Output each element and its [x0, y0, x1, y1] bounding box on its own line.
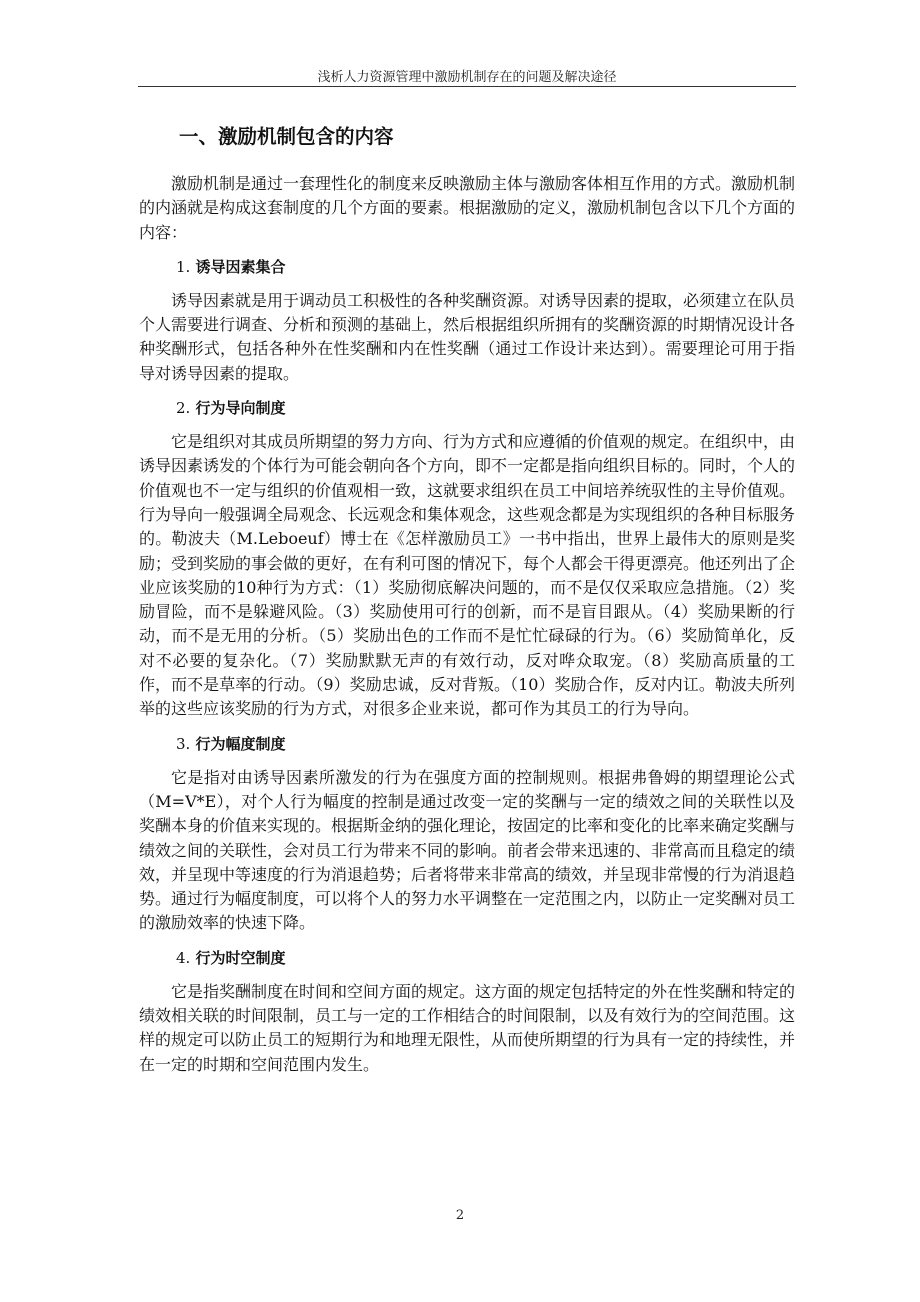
subsection-title: 诱导因素集合	[195, 257, 286, 276]
subsection-number: 3.	[176, 734, 191, 753]
subsection-title: 行为时空制度	[195, 948, 286, 967]
subsection-paragraph-1: 诱导因素就是用于调动员工积极性的各种奖酬资源。对诱导因素的提取，必须建立在队员个人需要进行调查、分析和预测的基础上，然后根据组织所拥有的奖酬资源的时期情况设计各种奖酬形式，包括各种外在性奖酬和内在性奖酬（通过工作设计来达到）。需要理论可用于指导对诱导因素的提取。	[139, 290, 796, 383]
page-number: 2	[455, 1208, 465, 1223]
header-rule	[138, 86, 796, 87]
subsection-paragraph-4: 它是指奖酬制度在时间和空间方面的规定。这方面的规定包括特定的外在性奖酬和特定的绩效相关联的时间限制，员工与一定的工作相结合的时间限制，以及有效行为的空间范围。这样的规定可以防止员工的短期行为和地理无限性，从而使所期望的行为具有一定的持续性，并在一定的时期和空间范围内发生。	[139, 981, 796, 1074]
subsection-paragraph-3: 它是指对由诱导因素所激发的行为在强度方面的控制规则。根据弗鲁姆的期望理论公式（M=V*E），对个人行为幅度的控制是通过改变一定的奖酬与一定的绩效之间的关联性以及奖酬本身的价值来实现的。根据斯金纳的强化理论，按固定的比率和变化的比率来确定奖酬与绩效之间的关联性，会对员工行为带来不同的影响。前者会带来迅速的、非常高而且稳定的绩效，并呈现中等速度的行为消退趋势；后者将带来非常高的绩效，并呈现非常慢的行为消退趋势。通过行为幅度制度，可以将个人的努力水平调整在一定范围之内，以防止一定奖酬对员工的激励效率的快速下降。	[139, 767, 796, 933]
running-header: 浅析人力资源管理中激励机制存在的问题及解决途径	[317, 70, 617, 85]
intro-paragraph: 激励机制是通过一套理性化的制度来反映激励主体与激励客体相互作用的方式。激励机制的内涵就是构成这套制度的几个方面的要素。根据激励的定义，激励机制包含以下几个方面的内容：	[139, 174, 796, 242]
subsection-paragraph-2: 它是组织对其成员所期望的努力方向、行为方式和应遵循的价值观的规定。在组织中，由诱导因素诱发的个体行为可能会朝向各个方向，即不一定都是指向组织目标的。同时，个人的价值观也不一定与组织的价值观相一致，这就要求组织在员工中间培养统驭性的主导价值观。行为导向一般强调全局观念、长远观念和集体观念，这些观念都是为实现组织的各种目标服务的。勒波夫（M.Leboeuf）博士在《怎样激励员工》一书中指出，世界上最伟大的原则是奖励；受到奖励的事会做的更好，在有利可图的情况下，每个人都会干得更漂亮。他还列出了企业应该奖励的10种行为方式：（1）奖励彻底解决问题的，而不是仅仅采取应急措施。（2）奖励冒险，而不是躲避风险。（3）奖励使用可行的创新，而不是盲目跟从。（4）奖励果断的行动，而不是无用的分析。（5）奖励出色的工作而不是忙忙碌碌的行为。（6）奖励简单化，反对不必要的复杂化。（7）奖励默默无声的有效行动，反对哗众取宠。（8）奖励高质量的工作，而不是草率的行动。（9）奖励忠诚，反对背叛。（10）奖励合作，反对内讧。勒波夫所列举的这些应该奖励的行为方式，对很多企业来说，都可作为其员工的行为导向。	[139, 432, 796, 719]
subsection-heading-4	[176, 936, 795, 980]
subsection-title: 行为导向制度	[195, 399, 286, 418]
subsection-number: 2.	[176, 399, 191, 418]
subsection-title: 行为幅度制度	[195, 734, 286, 753]
page-body	[139, 118, 795, 1077]
subsection-number: 4.	[176, 948, 191, 967]
subsection-heading-3	[176, 722, 795, 766]
section-heading: 一、激励机制包含的内容	[179, 125, 394, 148]
subsection-number: 1.	[176, 257, 191, 276]
subsection-heading-2	[176, 386, 795, 430]
subsection-heading-1	[176, 245, 795, 289]
